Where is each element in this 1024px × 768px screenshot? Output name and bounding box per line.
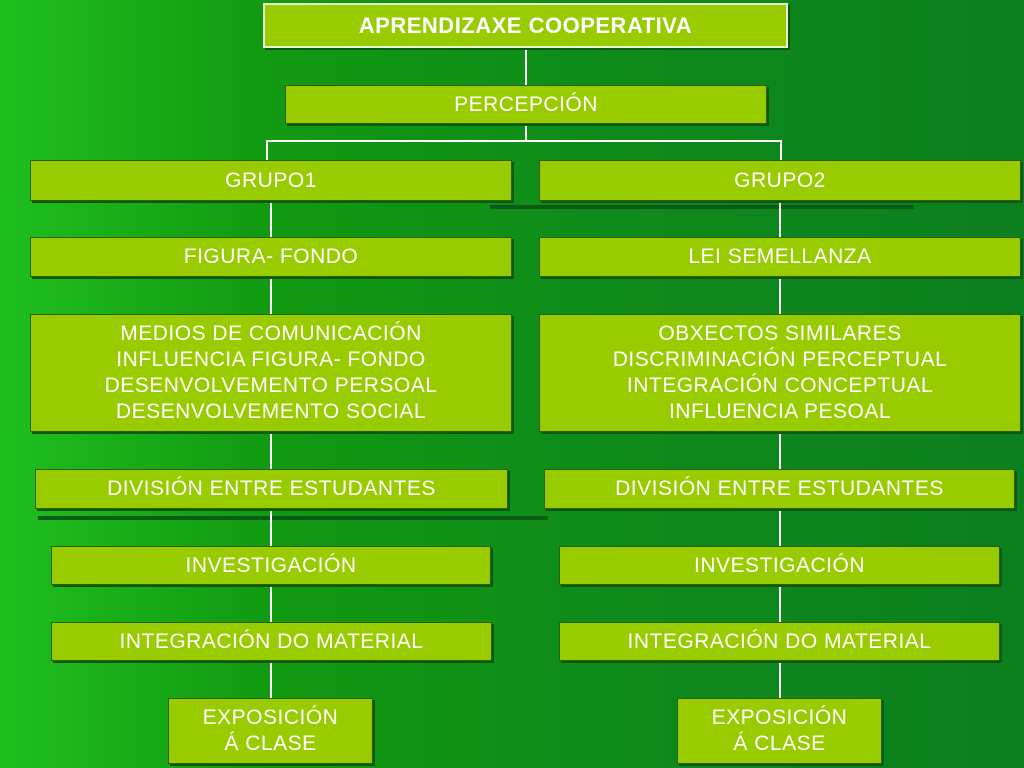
connector-g1-5	[270, 585, 272, 622]
connector-g2-1	[779, 201, 781, 238]
connector-g1-1	[270, 201, 272, 238]
connector-g1-3	[270, 432, 272, 469]
connector-split-g1	[266, 140, 268, 160]
group2-detail-line: INFLUENCIA PESOAL	[668, 400, 892, 423]
diagram-title: APRENDIZAXE COOPERATIVA	[263, 3, 788, 48]
connector-root-split	[525, 124, 527, 141]
connector-g1-2	[270, 277, 272, 314]
connector-g2-2	[779, 277, 781, 314]
decor-bar-1	[490, 205, 914, 209]
group1-node: GRUPO1	[30, 160, 512, 201]
group1-integration-node: INTEGRACIÓN DO MATERIAL	[51, 622, 492, 661]
group1-law-node: FIGURA- FONDO	[30, 237, 512, 277]
group1-exposition-line: Á CLASE	[224, 732, 317, 755]
group2-division-node: DIVISIÓN ENTRE ESTUDANTES	[544, 469, 1015, 509]
decor-bar-2	[38, 516, 548, 520]
group2-exposition-node	[677, 698, 882, 764]
group1-details-node	[30, 314, 512, 432]
group2-node: GRUPO2	[539, 160, 1021, 201]
root-node: PERCEPCIÓN	[285, 85, 767, 124]
group2-exposition-line: EXPOSICIÓN	[711, 706, 848, 729]
group1-division-node: DIVISIÓN ENTRE ESTUDANTES	[35, 469, 508, 509]
group1-exposition-line: EXPOSICIÓN	[202, 706, 339, 729]
connector-g2-5	[779, 585, 781, 622]
group2-detail-line: OBXECTOS SIMILARES	[658, 322, 902, 345]
group2-detail-line: INTEGRACIÓN CONCEPTUAL	[626, 374, 934, 397]
group1-detail-line: INFLUENCIA FIGURA- FONDO	[116, 348, 426, 371]
group1-investigation-node: INVESTIGACIÓN	[51, 546, 491, 585]
group2-details-node	[539, 314, 1021, 432]
connector-split	[266, 140, 782, 142]
group2-integration-node: INTEGRACIÓN DO MATERIAL	[559, 622, 1000, 661]
group1-detail-line: DESENVOLVEMENTO SOCIAL	[115, 400, 427, 423]
group2-exposition-line: Á CLASE	[733, 732, 826, 755]
group1-exposition-node	[168, 698, 373, 764]
group1-detail-line: MEDIOS DE COMUNICACIÓN	[120, 322, 422, 345]
connector-g2-4	[779, 509, 781, 546]
group2-law-node: LEI SEMELLANZA	[539, 237, 1021, 277]
connector-g2-6	[779, 661, 781, 698]
group2-investigation-node: INVESTIGACIÓN	[559, 546, 1000, 585]
group1-detail-line: DESENVOLVEMENTO PERSOAL	[104, 374, 438, 397]
connector-g1-6	[270, 661, 272, 698]
connector-title-root	[525, 48, 527, 86]
connector-g2-3	[779, 432, 781, 469]
connector-split-g2	[780, 140, 782, 160]
connector-g1-4	[270, 509, 272, 546]
group2-detail-line: DISCRIMINACIÓN PERCEPTUAL	[612, 348, 948, 371]
